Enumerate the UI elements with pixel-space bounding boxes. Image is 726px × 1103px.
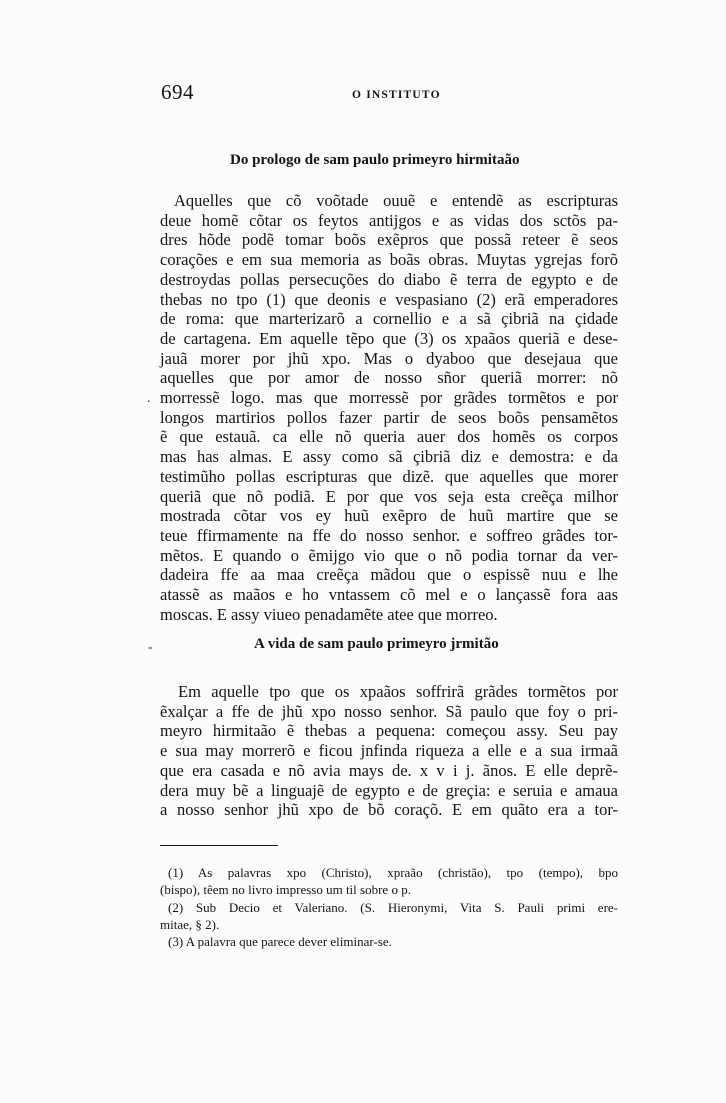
text-line: que era casada e nõ avia mays de. x v i j. ãnos. E elle deprẽ- <box>160 760 618 780</box>
text-line: dres hõde podẽ tomar boõs exẽpros que possã reteer ẽ seos <box>160 230 618 250</box>
margin-mark: . <box>147 391 151 406</box>
text-line: a nosso senhor jhũ xpo de bõ coraçõ. E em quãto era a tor- <box>160 800 618 820</box>
page-number: 694 <box>161 80 194 104</box>
text-line: mostrada cõtar vos ey huũ exẽpro de huũ martire que se <box>160 506 618 526</box>
text-line: morressẽ logo. mas que morressẽ por grãdes tormẽtos e por <box>160 388 618 408</box>
footnote-line: (2) Sub Decio et Valeriano. (S. Hieronymi, Vita S. Pauli primi ere- <box>168 899 618 915</box>
text-line: mẽtos. E quando o ẽmijgo vio que o nõ podia tornar da ver- <box>160 545 618 565</box>
text-line: ẽxalçar a ffe de jhũ xpo nosso senhor. Sã paulo que foy o pri- <box>160 701 618 721</box>
text-line: moscas. E assy viueo penadamẽte atee que morreo. <box>160 604 498 624</box>
text-line: teue ffirmamente na ffe do nosso senhor. e soffreo grãdes tor- <box>160 525 618 545</box>
running-head: O INSTITUTO <box>352 89 441 101</box>
text-line: thebas no tpo (1) que deonis e vespasiano (2) erã emperadores <box>160 289 618 309</box>
text-line: Aquelles que cõ voõtade ouuẽ e entendẽ as escripturas <box>174 191 618 210</box>
text-line: deue homẽ cõtar os feytos antijgos e as vidas dos sctõs pa- <box>160 210 618 230</box>
footnote-line: mitae, § 2). <box>160 916 220 932</box>
margin-mark: - <box>148 640 153 655</box>
footnote-line: (3) A palavra que parece dever eliminar-se. <box>168 934 392 950</box>
footnote-line: (bispo), têem no livro impresso um til sobre o p. <box>160 882 411 898</box>
footnote-rule <box>160 845 278 846</box>
text-line: jauã morer por jhũ xpo. Mas o dyaboo que desejaua que <box>160 348 618 368</box>
text-line: mas has almas. E assy como sã çibriã diz e demostra: e da <box>160 447 618 467</box>
text-line: ẽ que estauã. ca elle nõ queria auer dos homẽs os corpos <box>160 427 618 447</box>
text-line: testimũho pollas escripturas que dizẽ. que aquelles que morer <box>160 466 618 486</box>
footnote-line: (1) As palavras xpo (Christo), xpraão (christão), tpo (tempo), bpo <box>168 865 618 880</box>
text-line: meyro hirmitaão ẽ thebas a pequena: começou assy. Seu pay <box>160 721 618 741</box>
life-paragraph <box>160 682 618 820</box>
text-line: e sua may morrerõ e ficou jnfinda riqueza a elle e a sua irmaã <box>160 741 618 761</box>
text-line: dadeira ffe aa maa creẽça mãdou que o espissẽ nuu e lhe <box>160 565 618 585</box>
section-heading-prologue: Do prologo de sam paulo primeyro hirmitaão <box>230 152 520 168</box>
text-line: dera muy bẽ a linguajẽ de egypto e de greçia: e seruia e amaua <box>160 780 618 800</box>
text-line: destroydas pollas persecuções do diabo ẽ terra de egypto e de <box>160 269 618 289</box>
text-line: atassẽ as maãos e ho vntassem cõ mel e o lançassẽ fora aas <box>160 585 618 605</box>
text-line: de cartagena. Em aquelle tẽpo que (3) os xpaãos queriã e dese- <box>160 328 618 348</box>
footnotes <box>160 864 618 950</box>
text-line: corações e em sua memoria as boãs obras. Muytas ygrejas forõ <box>160 250 618 270</box>
text-line: aquelles que por amor de nosso sñor queriã morrer: nõ <box>160 368 618 388</box>
text-line: Em aquelle tpo que os xpaãos soffrirã grãdes tormẽtos por <box>178 682 618 701</box>
section-heading-life: A vida de sam paulo primeyro jrmitão <box>254 636 499 652</box>
text-line: queriã que nõ podiã. E por que vos seja esta creẽça milhor <box>160 486 618 506</box>
prologue-paragraph <box>160 191 618 624</box>
text-line: longos martirios pollos fazer partir de seos boõs pensamẽtos <box>160 407 618 427</box>
text-line: de roma: que marterizarõ a cornellio e a sã çibriã na çidade <box>160 309 618 329</box>
